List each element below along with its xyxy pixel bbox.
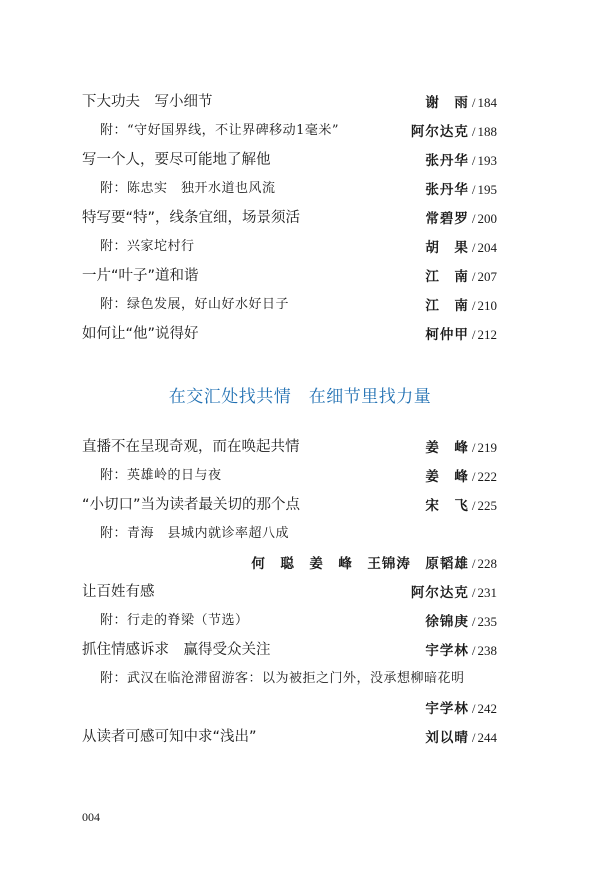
- toc-entry-title: 直播不在呈现奇观，而在唤起共情: [82, 439, 300, 455]
- toc-entry-author: 徐锦庚: [425, 614, 469, 630]
- toc-entry-title: 附：兴家坨村行: [100, 239, 195, 254]
- toc-entry[interactable]: 一片“叶子”道和谐 江 南 / 207: [0, 263, 600, 289]
- toc-entry[interactable]: 附：英雄岭的日与夜 姜 峰 / 222: [0, 463, 600, 489]
- toc-entry-page: 231: [477, 585, 497, 600]
- toc-entry-title: 让百姓有感: [82, 584, 155, 600]
- toc-entry-title: 附：青海 县城内就诊率超八成: [100, 526, 290, 541]
- toc-entry-title: 特写要“特”，线条宜细，场景须活: [82, 210, 301, 226]
- toc-entry-author: 何 聪 姜 峰 王锦涛 原韬雄: [251, 556, 469, 572]
- toc-entry[interactable]: [0, 666, 600, 692]
- toc-entry[interactable]: 如何让“他”说得好 柯仲甲 / 212: [0, 321, 600, 347]
- toc-entry-author: 宇学林: [425, 643, 469, 659]
- toc-entry-author: 谢 雨: [425, 95, 469, 111]
- toc-entry-title: 附：行走的脊梁（节选）: [100, 613, 249, 628]
- toc-entry[interactable]: “小切口”当为读者最关切的那个点 宋 飞 / 225: [0, 492, 600, 518]
- toc-entry-title: 附：陈忠实 独开水道也风流: [100, 181, 276, 196]
- toc-entry-author: 张丹华: [425, 182, 469, 198]
- toc-entry[interactable]: 抓住情感诉求 赢得受众关注 宇学林 / 238: [0, 637, 600, 663]
- toc-entry-page: 235: [477, 614, 497, 629]
- toc-entry-title: 附：武汉在临沧滞留游客：以为被拒之门外，没承想柳暗花明: [100, 671, 465, 686]
- toc-entry[interactable]: 从读者可感可知中求“浅出” 刘以晴 / 244: [0, 724, 600, 750]
- toc-entry-title: 写一个人，要尽可能地了解他: [82, 152, 271, 168]
- toc-entry-page: 212: [477, 327, 497, 342]
- toc-entry-author: 刘以晴: [425, 730, 469, 746]
- toc-entry-author: 姜 峰: [425, 469, 469, 485]
- toc-entry-page: 204: [477, 240, 497, 255]
- toc-entry-title: 一片“叶子”道和谐: [82, 268, 199, 284]
- toc-entry-page: 225: [477, 498, 497, 513]
- toc-entry-continuation[interactable]: 宇学林 / 242: [425, 701, 497, 717]
- toc-entry[interactable]: 附：行走的脊梁（节选） 徐锦庚 / 235: [0, 608, 600, 634]
- toc-entry-author: 姜 峰: [425, 440, 469, 456]
- toc-entry-title: “小切口”当为读者最关切的那个点: [82, 497, 301, 513]
- toc-entry-author: 江 南: [425, 269, 469, 285]
- toc-entry-title: 抓住情感诉求 赢得受众关注: [82, 642, 271, 658]
- toc-entry-author: 阿尔达克: [410, 585, 469, 601]
- toc-entry-continuation[interactable]: 何 聪 姜 峰 王锦涛 原韬雄 / 228: [251, 556, 497, 572]
- toc-entry-author: 阿尔达克: [410, 124, 469, 140]
- toc-entry-page: 242: [477, 701, 497, 716]
- toc-entry-author: 宋 飞: [425, 498, 469, 514]
- toc-entry[interactable]: 下大功夫 写小细节 谢 雨 / 184: [0, 89, 600, 115]
- toc-entry[interactable]: [0, 521, 600, 547]
- toc-entry-author: 江 南: [425, 298, 469, 314]
- toc-entry[interactable]: 写一个人，要尽可能地了解他 张丹华 / 193: [0, 147, 600, 173]
- toc-entry-page: 228: [477, 556, 497, 571]
- toc-entry-title: 从读者可感可知中求“浅出”: [82, 729, 257, 745]
- section-heading: 在交汇处找共情 在细节里找力量: [168, 387, 432, 407]
- toc-entry-title: 附：绿色发展，好山好水好日子: [100, 297, 290, 312]
- toc-entry-title: 下大功夫 写小细节: [82, 94, 213, 110]
- toc-entry-author: 常碧罗: [425, 211, 469, 227]
- toc-entry-page: 184: [477, 95, 497, 110]
- toc-entry-title: 附：英雄岭的日与夜: [100, 468, 222, 483]
- toc-entry-title: 如何让“他”说得好: [82, 326, 199, 342]
- toc-entry[interactable]: 附：“守好国界线，不让界碑移动1毫米” 阿尔达克 / 188: [0, 118, 600, 144]
- toc-entry-author: 张丹华: [425, 153, 469, 169]
- page-number: 004: [82, 810, 100, 824]
- toc-entry-author: 胡 果: [425, 240, 469, 256]
- toc-entry-page: 195: [477, 182, 497, 197]
- toc-entry[interactable]: 附：绿色发展，好山好水好日子 江 南 / 210: [0, 292, 600, 318]
- toc-entry-page: 244: [477, 730, 497, 745]
- toc-entry[interactable]: 附：兴家坨村行 胡 果 / 204: [0, 234, 600, 260]
- toc-entry-title: 附：“守好国界线，不让界碑移动1毫米”: [100, 123, 340, 138]
- toc-entry[interactable]: 让百姓有感 阿尔达克 / 231: [0, 579, 600, 605]
- toc-entry-page: 193: [477, 153, 497, 168]
- toc-entry-author: 柯仲甲: [425, 327, 469, 343]
- toc-entry[interactable]: 直播不在呈现奇观，而在唤起共情 姜 峰 / 219: [0, 434, 600, 460]
- toc-entry-page: 222: [477, 469, 497, 484]
- toc-entry-page: 200: [477, 211, 497, 226]
- toc-entry[interactable]: 特写要“特”，线条宜细，场景须活 常碧罗 / 200: [0, 205, 600, 231]
- toc-entry-author: 宇学林: [425, 701, 469, 717]
- toc-entry-page: 188: [477, 124, 497, 139]
- toc-entry-page: 210: [477, 298, 497, 313]
- toc-entry-page: 219: [477, 440, 497, 455]
- toc-entry-page: 238: [477, 643, 497, 658]
- toc-entry-page: 207: [477, 269, 497, 284]
- toc-entry[interactable]: 附：陈忠实 独开水道也风流 张丹华 / 195: [0, 176, 600, 202]
